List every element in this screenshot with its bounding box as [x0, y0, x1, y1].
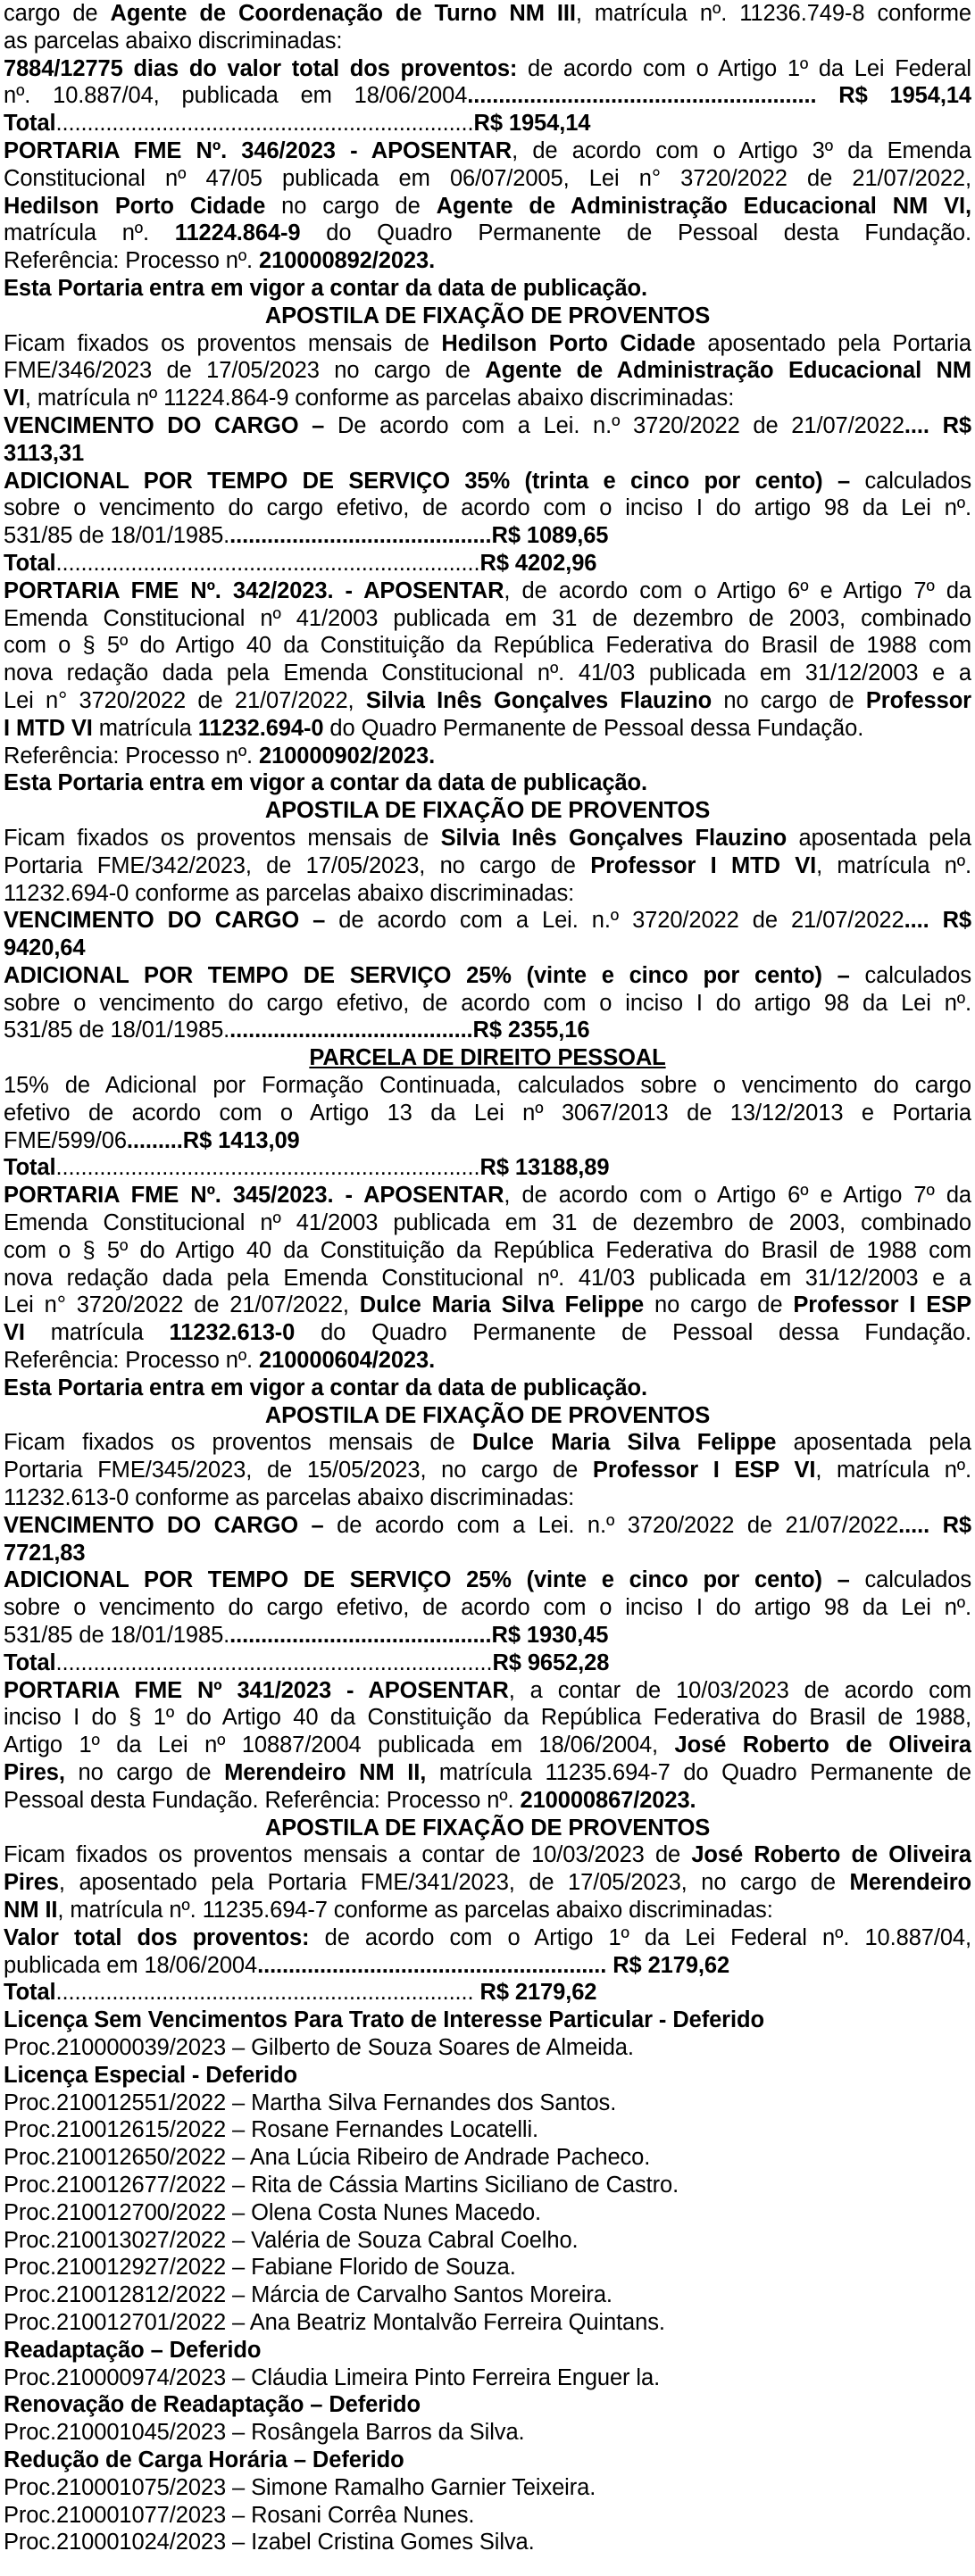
text-run: , de acordo com o Artigo 3º da Emenda	[512, 137, 971, 163]
text-run: do Quadro Permanente de Pessoal desta Fundação.	[300, 220, 971, 246]
bold-text: Agente de Coordenação de Turno NM III	[110, 1, 576, 26]
text-line	[4, 385, 971, 412]
text-run: Emenda Constitucional nº 41/2003 publicada em 31 de dezembro de 2003, combinado	[4, 1210, 971, 1236]
section-heading	[4, 797, 971, 825]
text-run: Emenda Constitucional nº 41/2003 publicada em 31 de dezembro de 2003, combinado	[4, 605, 971, 631]
bold-text: .... R$	[904, 412, 971, 438]
text-run: Ficam fixados os proventos mensais a contar de 10/03/2023 de	[4, 1842, 692, 1868]
text-run: do Quadro Permanente de Pessoal dessa Fundação.	[295, 1320, 971, 1346]
bold-text: .........R$ 1413,09	[126, 1127, 300, 1153]
text-run: Lei n° 3720/2022 de 21/07/2022,	[4, 1292, 360, 1318]
text-run: , matrícula nº.	[815, 1458, 971, 1483]
text-line	[4, 907, 971, 935]
text-run: Lei n° 3720/2022 de 21/07/2022,	[4, 687, 366, 713]
text-run: 11232.694-0 conforme as parcelas abaixo discriminadas:	[4, 880, 575, 906]
text-line	[4, 1182, 971, 1209]
text-run: matrícula	[92, 715, 198, 741]
text-run: Ficam fixados os proventos mensais de	[4, 330, 442, 356]
text-line	[4, 769, 971, 797]
text-run: , matrícula nº.	[816, 852, 971, 878]
bold-text: VI	[4, 1320, 25, 1346]
bold-text: Licença Especial - Deferido	[4, 2062, 297, 2088]
text-line	[4, 1566, 971, 1594]
text-line	[4, 852, 971, 880]
text-run: ...................................................................	[55, 1980, 480, 2006]
bold-text: Hedilson Porto Cidade	[441, 330, 696, 356]
bold-text: APOSTILA DE FIXAÇÃO DE PROVENTOS	[264, 303, 711, 328]
text-line	[4, 2364, 971, 2392]
text-line	[4, 1375, 971, 1402]
bold-text: ........................................................ R$ 2179,62	[257, 1952, 730, 1978]
text-line	[4, 1787, 971, 1815]
text-run: aposentado pela Portaria	[695, 330, 971, 356]
text-line	[4, 1759, 971, 1787]
bold-text: VI	[4, 386, 25, 411]
text-run: De acordo com a Lei. n.º 3720/2022 de 21/07/2022	[324, 412, 904, 438]
text-run: de acordo com a Lei. n.º 3720/2022 de 21/07/2022	[325, 908, 904, 934]
text-line	[4, 1979, 971, 2007]
text-line	[4, 1319, 971, 1347]
text-line	[4, 2090, 971, 2117]
text-line	[4, 28, 971, 55]
bold-text: VENCIMENTO DO CARGO –	[4, 908, 326, 934]
bold-text: Valor total dos proventos:	[4, 1924, 310, 1950]
text-line	[4, 578, 971, 605]
bold-text: 210000604/2023.	[259, 1348, 436, 1374]
text-line	[4, 1649, 971, 1677]
bold-text: Merendeiro NM II,	[224, 1760, 427, 1785]
text-run: Ficam fixados os proventos mensais de	[4, 1430, 472, 1456]
bold-text: 210000892/2023.	[259, 248, 436, 274]
text-run: sobre o vencimento do cargo efetivo, de acordo com o inciso I do artigo 98 da Lei nº.	[4, 1595, 971, 1621]
text-line	[4, 220, 971, 247]
text-run: Proc.210012812/2022 – Márcia de Carvalho Santos Moreira.	[4, 2282, 612, 2308]
text-run: calculados	[849, 1567, 971, 1593]
text-run: Portaria FME/345/2023, de 15/05/2023, no cargo de	[4, 1458, 593, 1483]
text-run: FME/599/06	[4, 1127, 127, 1153]
text-line	[4, 0, 971, 28]
bold-text: Total	[4, 1649, 56, 1675]
bold-text: R$ 4202,96	[479, 550, 597, 576]
text-run: Pessoal desta Fundação. Referência: Processo nº.	[4, 1787, 521, 1813]
text-line	[4, 2447, 971, 2474]
text-run: Portaria FME/342/2023, de 17/05/2023, no cargo de	[4, 852, 591, 878]
section-heading	[4, 303, 971, 330]
text-line	[4, 110, 971, 137]
text-line	[4, 1100, 971, 1127]
text-run: 15% de Adicional por Formação Continuada, calculados sobre o vencimento do cargo	[4, 1073, 971, 1099]
bold-text: 3113,31	[4, 440, 85, 466]
bold-text: Professor	[865, 687, 971, 713]
text-run: Proc.210012701/2022 – Ana Beatriz Montalvão Ferreira Quintans.	[4, 2309, 665, 2335]
bold-text: PORTARIA FME Nº. 346/2023 - APOSENTAR	[4, 137, 512, 163]
text-run: de acordo com o Artigo 1º da Lei Federal	[517, 55, 971, 81]
text-run: com o § 5º do Artigo 40 da Constituição da República Federativa do Brasil de 1988 com	[4, 1237, 971, 1263]
text-line	[4, 1347, 971, 1375]
text-line	[4, 494, 971, 522]
text-run: 531/85 de 18/01/1985.	[4, 1018, 230, 1043]
text-run: Ficam fixados os proventos mensais de	[4, 825, 441, 851]
bold-text: ..... R$	[898, 1512, 971, 1538]
bold-text: PORTARIA FME Nº. 342/2023. - APOSENTAR	[4, 578, 504, 603]
bold-text: Esta Portaria entra em vigor a contar da data de publicação.	[4, 1375, 647, 1400]
text-line	[4, 1292, 971, 1319]
text-run: efetivo de acordo com o Artigo 13 da Lei nº 3067/2013 de 13/12/2013 e Portaria	[4, 1100, 971, 1126]
bold-text: R$ 13188,89	[479, 1155, 610, 1181]
bold-text: Silvia Inês Gonçalves Flauzino	[365, 687, 712, 713]
text-run: publicada em 18/06/2004	[4, 1952, 258, 1978]
bold-text: Readaptação – Deferido	[4, 2337, 262, 2363]
text-run: Proc.210001075/2023 – Simone Ramalho Garnier Teixeira.	[4, 2474, 596, 2500]
bold-text: Merendeiro	[849, 1870, 971, 1896]
bold-text: Dulce Maria Silva Felippe	[359, 1292, 645, 1318]
bold-text: Silvia Inês Gonçalves Flauzino	[440, 825, 788, 851]
bold-text: Pires	[4, 1870, 59, 1896]
text-line	[4, 2007, 971, 2034]
text-run: Referência: Processo nº.	[4, 248, 260, 274]
text-line	[4, 2309, 971, 2337]
bold-text: José Roberto de Oliveira	[691, 1842, 971, 1868]
text-run: nova redação dada pela Emenda Constitucional nº. 41/03 publicada em 31/12/2003 e a	[4, 1265, 971, 1291]
bold-text: Total	[4, 111, 56, 137]
bold-text: ADICIONAL POR TEMPO DE SERVIÇO 25% (vinte e cinco por cento) –	[4, 1567, 850, 1593]
bold-text: PORTARIA FME Nº 341/2023 - APOSENTAR	[4, 1677, 509, 1703]
text-line	[4, 1512, 971, 1540]
bold-text: APOSTILA DE FIXAÇÃO DE PROVENTOS	[264, 798, 711, 824]
text-line	[4, 2254, 971, 2281]
text-line	[4, 660, 971, 687]
text-run: 11232.613-0 conforme as parcelas abaixo discriminadas:	[4, 1485, 575, 1511]
text-run: ....................................................................	[55, 550, 480, 576]
text-run: Proc.210012551/2022 – Martha Silva Fernandes dos Santos.	[4, 2090, 617, 2115]
bold-text: Esta Portaria entra em vigor a contar da data de publicação.	[4, 770, 647, 796]
text-line	[4, 1924, 971, 1952]
text-run: aposentada pela	[787, 825, 971, 851]
bold-text: VENCIMENTO DO CARGO –	[4, 412, 325, 438]
bold-text: Esta Portaria entra em vigor a contar da data de publicação.	[4, 275, 647, 301]
section-heading	[4, 1815, 971, 1842]
bold-text: VENCIMENTO DO CARGO –	[4, 1512, 324, 1538]
text-run: no cargo de	[64, 1760, 225, 1785]
text-line	[4, 605, 971, 633]
text-line	[4, 2034, 971, 2062]
text-line	[4, 412, 971, 440]
text-line	[4, 330, 971, 358]
bold-text: I MTD VI	[4, 715, 93, 741]
text-line	[4, 1841, 971, 1869]
bold-text: APOSTILA DE FIXAÇÃO DE PROVENTOS	[264, 1815, 711, 1841]
bold-text: 9420,64	[4, 935, 86, 961]
text-line	[4, 2172, 971, 2199]
text-run: do Quadro Permanente de Pessoal dessa Fundação.	[323, 715, 864, 741]
text-run: Proc.210000974/2023 – Cláudia Limeira Pinto Ferreira Enguer la.	[4, 2364, 661, 2390]
text-run: ....................................................................	[55, 1155, 480, 1181]
text-line	[4, 825, 971, 852]
text-line	[4, 1017, 971, 1044]
bold-text: Total	[4, 1155, 56, 1181]
text-run: Proc.210013027/2022 – Valéria de Souza Cabral Coelho.	[4, 2227, 579, 2253]
text-line	[4, 2419, 971, 2447]
text-line	[4, 193, 971, 220]
bold-text: Agente de Administração Educacional NM	[485, 358, 971, 384]
text-run: Proc.210001045/2023 – Rosângela Barros da Silva.	[4, 2420, 525, 2446]
text-line	[4, 2281, 971, 2309]
text-line	[4, 2116, 971, 2144]
text-run: matrícula nº.	[4, 220, 175, 246]
bold-text: 210000902/2023.	[259, 743, 436, 769]
text-run: Proc.210012677/2022 – Rita de Cássia Martins Siciliano de Castro.	[4, 2172, 679, 2198]
text-run: Constitucional nº 47/05 publicada em 06/07/2005, Lei n° 3720/2022 de 21/07/2022,	[4, 165, 971, 191]
text-run: Proc.210001077/2023 – Rosani Corrêa Nunes.	[4, 2502, 475, 2528]
text-run: , matrícula nº 11224.864-9 conforme as parcelas abaixo discriminadas:	[24, 386, 735, 411]
text-line	[4, 1265, 971, 1292]
text-run: 531/85 de 18/01/1985.	[4, 523, 230, 549]
text-line	[4, 1869, 971, 1897]
text-line	[4, 1540, 971, 1567]
text-line	[4, 1127, 971, 1155]
bold-text: Redução de Carga Horária – Deferido	[4, 2447, 404, 2472]
text-line	[4, 2337, 971, 2364]
text-line	[4, 522, 971, 550]
bold-text: NM II	[4, 1897, 58, 1923]
text-line	[4, 1952, 971, 1980]
bold-text: 11232.694-0	[197, 715, 324, 741]
text-run: Proc.210001024/2023 – Izabel Cristina Gomes Silva.	[4, 2530, 535, 2555]
bold-text: .... R$	[904, 908, 971, 934]
text-line	[4, 1704, 971, 1732]
text-run: nº. 10.887/04, publicada em 18/06/2004	[4, 83, 468, 109]
text-line	[4, 935, 971, 962]
text-line	[4, 247, 971, 275]
bold-text: R$ 2179,62	[479, 1980, 597, 2006]
text-line	[4, 880, 971, 908]
bold-text: 7884/12775 dias do valor total dos proventos:	[4, 55, 518, 81]
text-line	[4, 55, 971, 83]
text-line	[4, 357, 971, 385]
bold-text: ........................................................ R$ 1954,14	[467, 83, 971, 109]
text-line	[4, 1732, 971, 1759]
text-line	[4, 1457, 971, 1484]
text-line	[4, 990, 971, 1018]
text-line	[4, 687, 971, 715]
text-line	[4, 82, 971, 110]
text-run: , matrícula nº. 11236.749-8 conforme	[575, 1, 971, 26]
text-line	[4, 1594, 971, 1622]
text-run: aposentada pela	[776, 1430, 971, 1456]
bold-text: .......................................R$ 2355,16	[229, 1018, 590, 1043]
bold-text: Licença Sem Vencimentos Para Trato de Interesse Particular - Deferido	[4, 2007, 764, 2033]
text-line	[4, 2144, 971, 2172]
bold-text: Dulce Maria Silva Felippe	[471, 1430, 777, 1456]
text-line	[4, 962, 971, 990]
text-run: no cargo de	[265, 193, 437, 219]
text-line	[4, 165, 971, 193]
bold-text: Hedilson Porto Cidade	[4, 193, 266, 219]
bold-text: R$ 1954,14	[473, 111, 591, 137]
bold-text: ADICIONAL POR TEMPO DE SERVIÇO 25% (vinte e cinco por cento) –	[4, 962, 850, 988]
text-run: Proc.210012927/2022 – Fabiane Florido de Souza.	[4, 2255, 516, 2281]
text-run: nova redação dada pela Emenda Constitucional nº. 41/03 publicada em 31/12/2003 e a	[4, 661, 971, 686]
text-line	[4, 2062, 971, 2090]
text-line	[4, 550, 971, 578]
text-line	[4, 1237, 971, 1265]
text-run: , aposentado pela Portaria FME/341/2023, de 17/05/2023, no cargo de	[58, 1870, 850, 1896]
text-run: FME/346/2023 de 17/05/2023 no cargo de	[4, 358, 486, 384]
text-line	[4, 468, 971, 495]
bold-text: Renovação de Readaptação – Deferido	[4, 2392, 421, 2418]
text-run: Proc.210012650/2022 – Ana Lúcia Ribeiro de Andrade Pacheco.	[4, 2145, 651, 2171]
bold-text: José Roberto de Oliveira	[674, 1733, 971, 1758]
text-line	[4, 2391, 971, 2419]
text-run: Referência: Processo nº.	[4, 1348, 260, 1374]
text-run: ...................................................................	[55, 111, 474, 137]
text-run: Proc.210012615/2022 – Rosane Fernandes Locatelli.	[4, 2117, 539, 2143]
bold-text: Total	[4, 1980, 56, 2006]
text-run: as parcelas abaixo discriminadas:	[4, 28, 343, 54]
text-run: de acordo com o Artigo 1º da Lei Federal nº. 10.887/04,	[309, 1924, 971, 1950]
text-run: cargo de	[4, 1, 111, 26]
text-run: , matrícula nº. 11235.694-7 conforme as parcelas abaixo discriminadas:	[57, 1897, 773, 1923]
text-line	[4, 715, 971, 743]
text-line	[4, 2529, 971, 2556]
text-line	[4, 1209, 971, 1237]
text-run: sobre o vencimento do cargo efetivo, de acordo com o inciso I do artigo 98 da Lei nº.	[4, 990, 971, 1016]
text-line	[4, 1484, 971, 1512]
text-line	[4, 1154, 971, 1182]
bold-text: ..........................................R$ 1930,45	[229, 1623, 609, 1649]
text-line	[4, 1677, 971, 1705]
text-line	[4, 1072, 971, 1100]
bold-text: ..........................................R$ 1089,65	[229, 523, 609, 549]
bold-text: 11224.864-9	[174, 220, 301, 246]
text-run: matrícula	[24, 1320, 170, 1346]
text-run: , a contar de 10/03/2023 de acordo com	[508, 1677, 971, 1703]
text-run: , de acordo com o Artigo 6º e Artigo 7º da	[504, 578, 971, 603]
text-line	[4, 2199, 971, 2227]
bold-text: PARCELA DE DIREITO PESSOAL	[309, 1045, 666, 1071]
bold-text: 210000867/2023.	[520, 1787, 696, 1813]
text-run: ......................................................................	[55, 1649, 493, 1675]
bold-text: 11232.613-0	[169, 1320, 296, 1346]
text-line	[4, 2502, 971, 2530]
text-line	[4, 2474, 971, 2502]
text-run: no cargo de	[712, 687, 866, 713]
text-run: , de acordo com o Artigo 6º e Artigo 7º da	[504, 1183, 971, 1209]
bold-text: APOSTILA DE FIXAÇÃO DE PROVENTOS	[264, 1402, 711, 1428]
text-run: Proc.210000039/2023 – Gilberto de Souza Soares de Almeida.	[4, 2034, 634, 2060]
text-run: Referência: Processo nº.	[4, 743, 260, 769]
bold-text: Professor I ESP VI	[592, 1458, 816, 1483]
text-line	[4, 137, 971, 165]
text-line	[4, 440, 971, 468]
bold-text: PORTARIA FME Nº. 345/2023. - APOSENTAR	[4, 1183, 504, 1209]
text-line	[4, 743, 971, 770]
text-run: Proc.210012700/2022 – Olena Costa Nunes Macedo.	[4, 2199, 542, 2225]
bold-text: Professor I ESP	[793, 1292, 971, 1318]
text-run: calculados	[850, 468, 971, 494]
bold-text: ADICIONAL POR TEMPO DE SERVIÇO 35% (trinta e cinco por cento) –	[4, 468, 851, 494]
text-run: com o § 5º do Artigo 40 da Constituição da República Federativa do Brasil de 1988 com	[4, 633, 971, 659]
text-run: no cargo de	[644, 1292, 794, 1318]
bold-text: 7721,83	[4, 1540, 86, 1566]
text-run: inciso I do § 1º do Artigo 40 da Constituição da República Federativa do Brasil de 1988,	[4, 1705, 971, 1731]
text-line	[4, 632, 971, 660]
text-run: 531/85 de 18/01/1985.	[4, 1623, 230, 1649]
text-line	[4, 1429, 971, 1457]
bold-text: R$ 9652,28	[492, 1649, 610, 1675]
text-line	[4, 275, 971, 303]
section-heading	[4, 1402, 971, 1430]
text-run: Artigo 1º da Lei nº 10887/2004 publicada em 18/06/2004,	[4, 1733, 675, 1758]
text-run: calculados	[849, 962, 971, 988]
text-run: de acordo com a Lei. n.º 3720/2022 de 21/07/2022	[323, 1512, 899, 1538]
bold-text: Agente de Administração Educacional NM VI,	[436, 193, 971, 219]
section-heading	[4, 1044, 971, 1072]
text-line	[4, 1622, 971, 1649]
text-line	[4, 1897, 971, 1924]
bold-text: Pires,	[4, 1760, 65, 1785]
bold-text: Total	[4, 550, 56, 576]
text-run: matrícula 11235.694-7 do Quadro Permanente de	[426, 1760, 971, 1785]
text-line	[4, 2227, 971, 2255]
text-run: sobre o vencimento do cargo efetivo, de acordo com o inciso I do artigo 98 da Lei nº.	[4, 495, 971, 521]
bold-text: Professor I MTD VI	[590, 852, 817, 878]
